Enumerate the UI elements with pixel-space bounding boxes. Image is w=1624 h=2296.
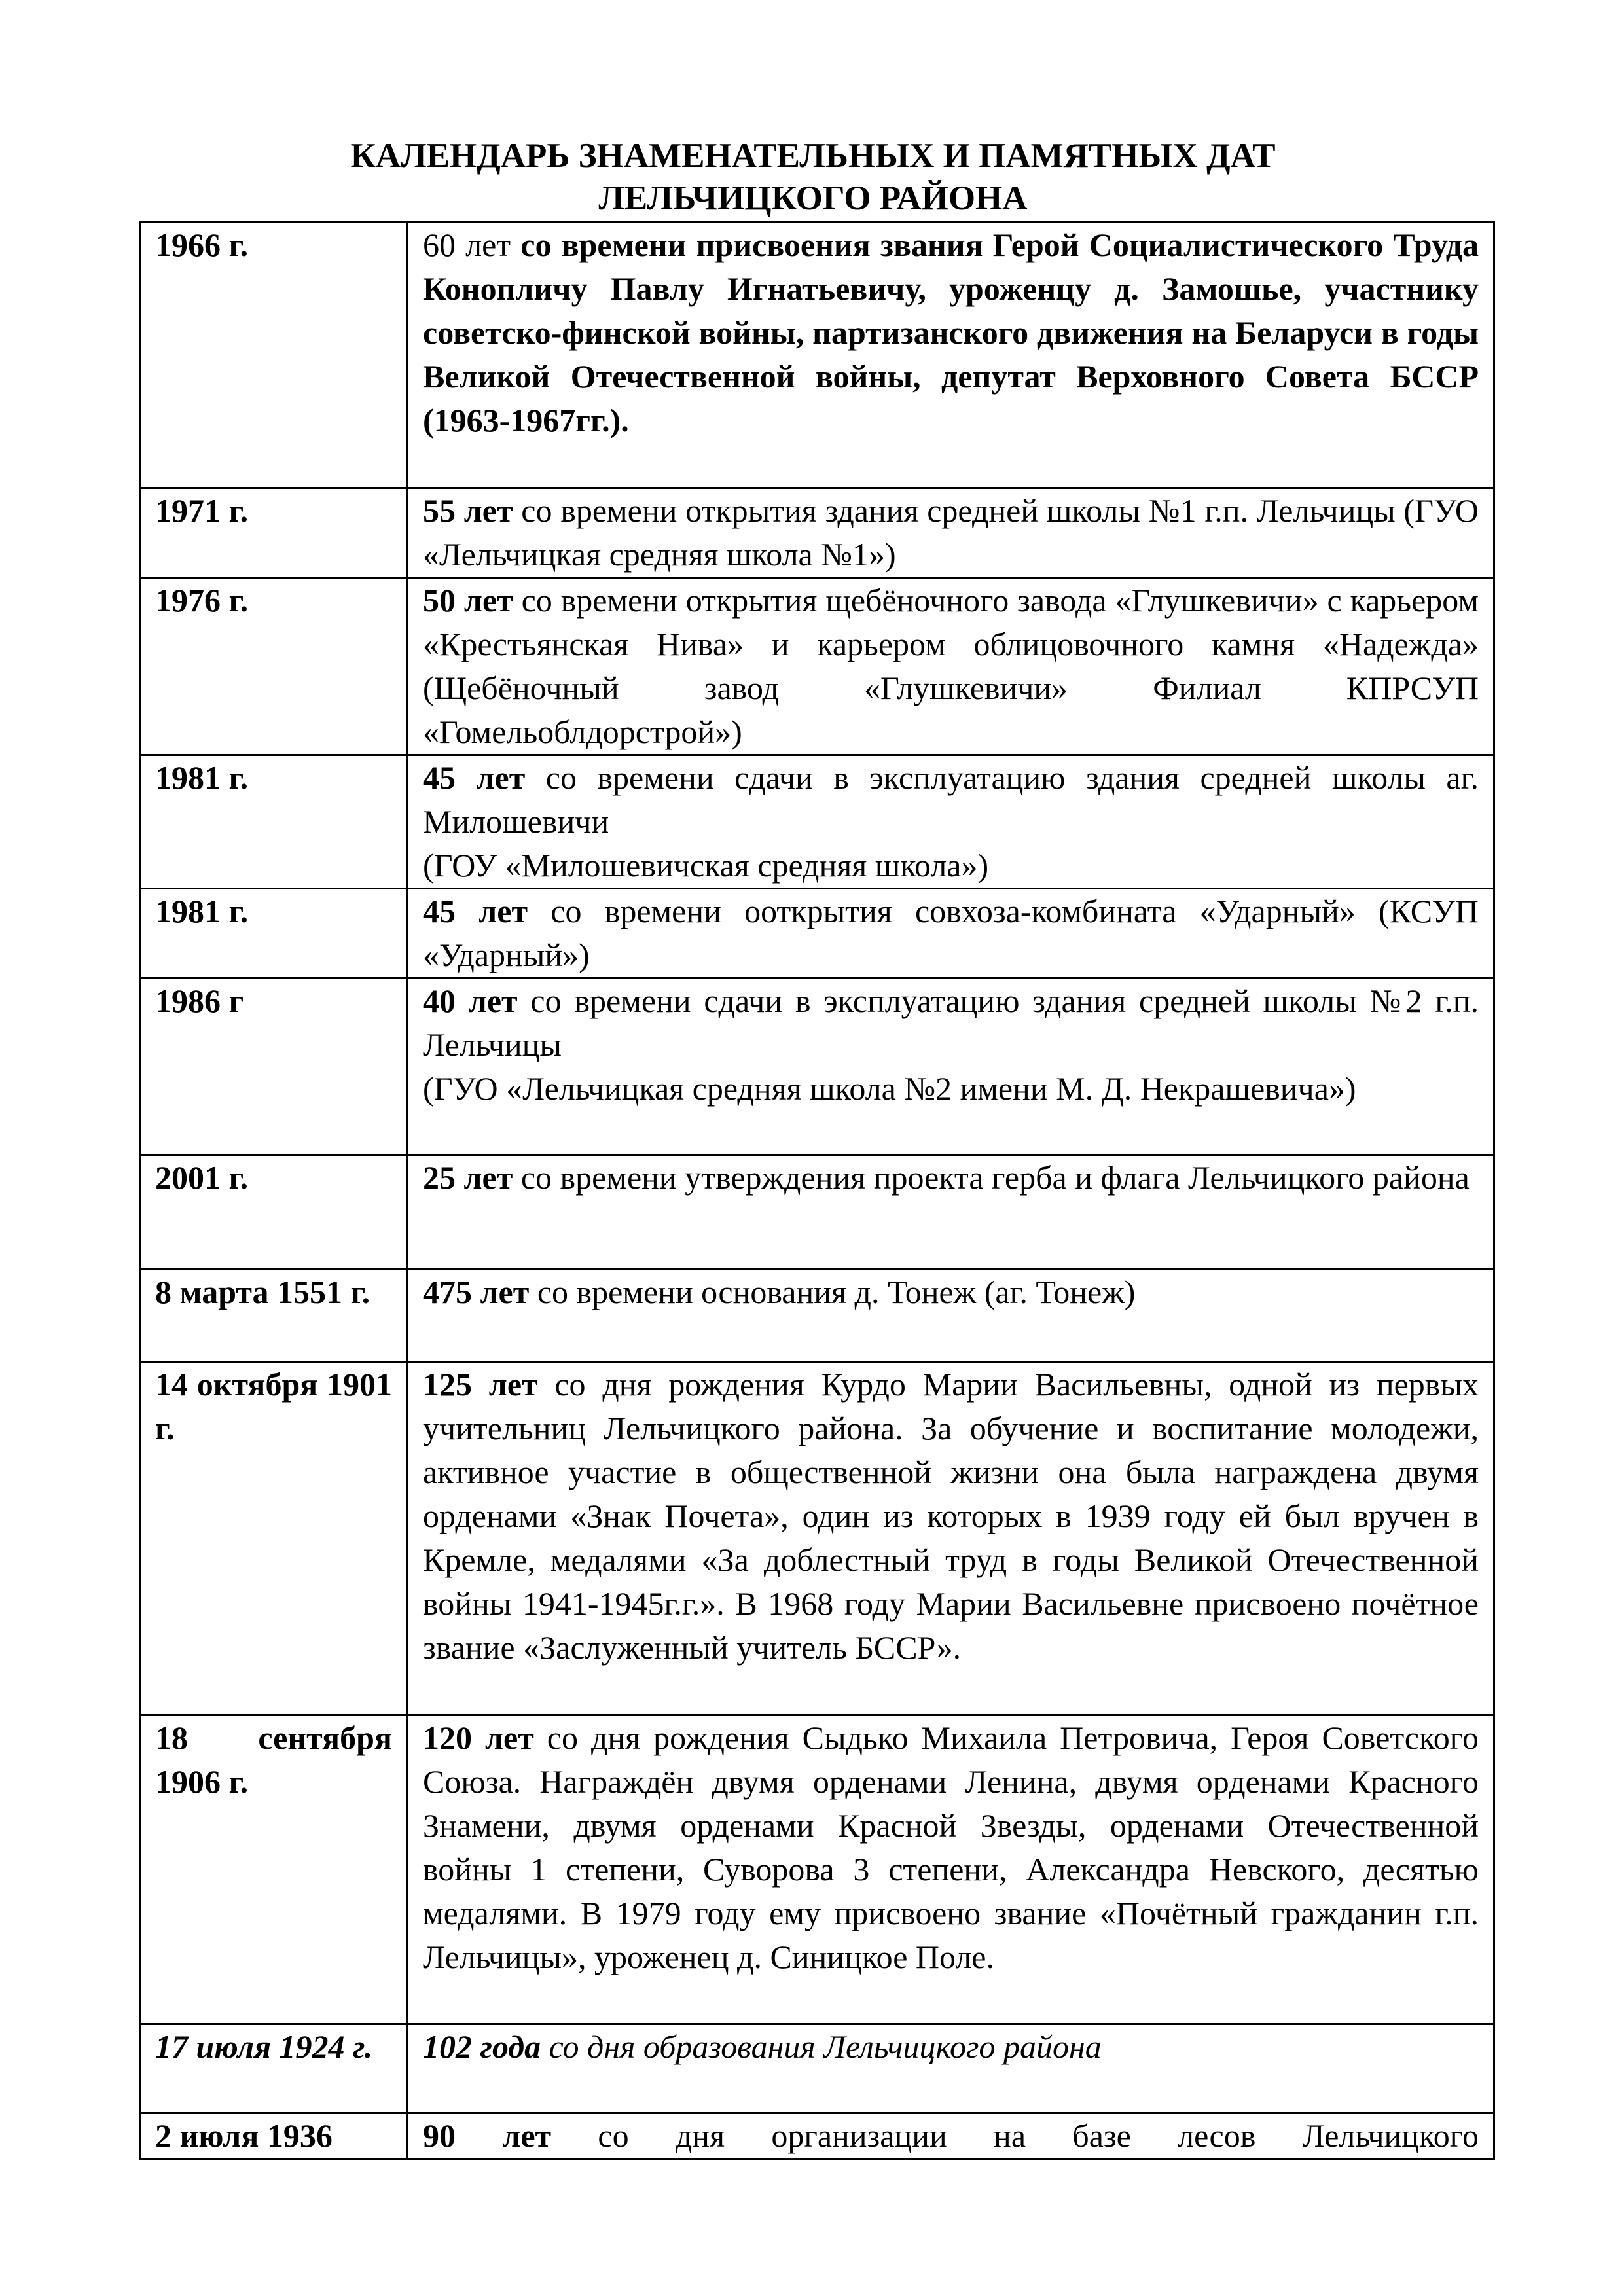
description-cell [408, 755, 1494, 889]
anniversary-note: (ГОУ «Милошевичская средняя школа») [423, 847, 989, 884]
date-cell: 18 сентября 1906 г. [140, 1715, 408, 2024]
anniversary-lead: 45 лет [423, 759, 526, 796]
table-row [140, 1270, 1494, 1362]
table-row [140, 488, 1494, 578]
date-cell: 1971 г. [140, 488, 408, 578]
anniversary-text: со времени открытия здания средней школы №1 г.п. Лельчицы (ГУО «Лельчицкая средняя школа №1») [423, 492, 1479, 573]
anniversary-text: со времени сдачи в эксплуатацию здания средней школы аг. Милошевичи [423, 759, 1479, 840]
description-cell [408, 889, 1494, 978]
description-cell [408, 1362, 1494, 1715]
table-row [140, 2024, 1494, 2113]
anniversary-lead: 90 лет [423, 2117, 552, 2154]
description-cell [408, 488, 1494, 578]
date-cell: 17 июля 1924 г. [140, 2024, 408, 2113]
anniversary-text: со времени основания д. Тонеж (аг. Тонеж) [537, 1274, 1136, 1310]
date-cell: 2 июля 1936 [140, 2113, 408, 2159]
date-cell: 14 октября 1901 г. [140, 1362, 408, 1715]
anniversary-lead: 55 лет [423, 492, 513, 529]
dates-table [139, 221, 1495, 2160]
anniversary-lead: 45 лет [423, 893, 528, 929]
date-cell: 1981 г. [140, 755, 408, 889]
table-row [140, 755, 1494, 889]
anniversary-text: со дня организации на базе лесов Лельчицкого [598, 2117, 1479, 2154]
date-cell: 1966 г. [140, 223, 408, 488]
anniversary-text: со дня рождения Курдо Марии Васильевны, одной из первых учительниц Лельчицкого района. За обучение и воспитание молодежи, активное участие в общественной жизни она была награждена двумя орденами «Знак Почета», один из которых в 1939 году ей был вручен в Кремле, медалями «За доблестный труд в годы Великой Отечественной войны 1941-1945г.г.». В 1968 году Марии Васильевне присвоено почётное звание «Заслуженный учитель БССР». [423, 1366, 1479, 1666]
anniversary-lead: 25 лет [423, 1159, 513, 1196]
table-row [140, 889, 1494, 978]
anniversary-text: со времени утверждения проекта герба и флага Лельчицкого района [520, 1159, 1470, 1196]
description-cell [408, 1715, 1494, 2024]
anniversary-lead: 60 лет [423, 226, 511, 263]
table-row [140, 978, 1494, 1155]
table-row [140, 223, 1494, 488]
anniversary-text: со дня образования Лельчицкого района [549, 2028, 1102, 2065]
anniversary-lead: 50 лет [423, 582, 513, 619]
anniversary-lead: 120 лет [423, 1719, 534, 1756]
anniversary-text: со времени сдачи в эксплуатацию здания средней школы №2 г.п. Лельчицы [423, 982, 1479, 1063]
anniversary-text: со времени открытия щебёночного завода «Глушкевичи» с карьером «Крестьянская Нива» и карьером облицовочного камня «Надежда» (Щебёночный завод «Глушкевичи» Филиал КПРСУП «Гомельоблдорстрой») [423, 582, 1479, 750]
title-line-1: КАЛЕНДАРЬ ЗНАМЕНАТЕЛЬНЫХ И ПАМЯТНЫХ ДАТ [350, 137, 1276, 175]
description-cell [408, 578, 1494, 755]
description-cell [408, 1270, 1494, 1362]
table-row [140, 578, 1494, 755]
anniversary-lead: 102 года [423, 2028, 541, 2065]
anniversary-lead: 475 лет [423, 1274, 530, 1310]
description-cell [408, 2024, 1494, 2113]
anniversary-text: со времени ооткрытия совхоза-комбината «Ударный» (КСУП «Ударный») [423, 893, 1479, 973]
table-row [140, 1362, 1494, 1715]
description-cell [408, 1155, 1494, 1270]
table-row [140, 2113, 1494, 2159]
date-cell: 2001 г. [140, 1155, 408, 1270]
description-cell [408, 978, 1494, 1155]
description-cell [408, 223, 1494, 488]
anniversary-note: (ГУО «Лельчицкая средняя школа №2 имени М. Д. Некрашевича») [423, 1070, 1356, 1107]
table-row [140, 1715, 1494, 2024]
description-cell [408, 2113, 1494, 2159]
page-title [139, 135, 1487, 220]
date-cell: 1981 г. [140, 889, 408, 978]
title-line-2: ЛЕЛЬЧИЦКОГО РАЙОНА [598, 179, 1028, 217]
date-cell: 8 марта 1551 г. [140, 1270, 408, 1362]
date-cell: 1976 г. [140, 578, 408, 755]
anniversary-text: со дня рождения Сыдько Михаила Петровича, Героя Советского Союза. Награждён двумя орденами Ленина, двумя орденами Красного Знамени, двумя орденами Красной Звезды, орденами Отечественной войны 1 степени, Суворова 3 степени, Александра Невского, десятью медалями. В 1979 году ему присвоено звание «Почётный гражданин г.п. Лельчицы», уроженец д. Синицкое Поле. [423, 1719, 1479, 1975]
anniversary-lead: 40 лет [423, 982, 518, 1019]
anniversary-lead: 125 лет [423, 1366, 538, 1403]
date-cell: 1986 г [140, 978, 408, 1155]
anniversary-text: со времени присвоения звания Герой Социалистического Труда Конопличу Павлу Игнатьевичу, уроженцу д. Замошье, участнику советско-финской войны, партизанского движения на Беларуси в годы Великой Отечественной войны, депутат Верховного Совета БССР (1963-1967гг.). [423, 226, 1479, 439]
table-row [140, 1155, 1494, 1270]
